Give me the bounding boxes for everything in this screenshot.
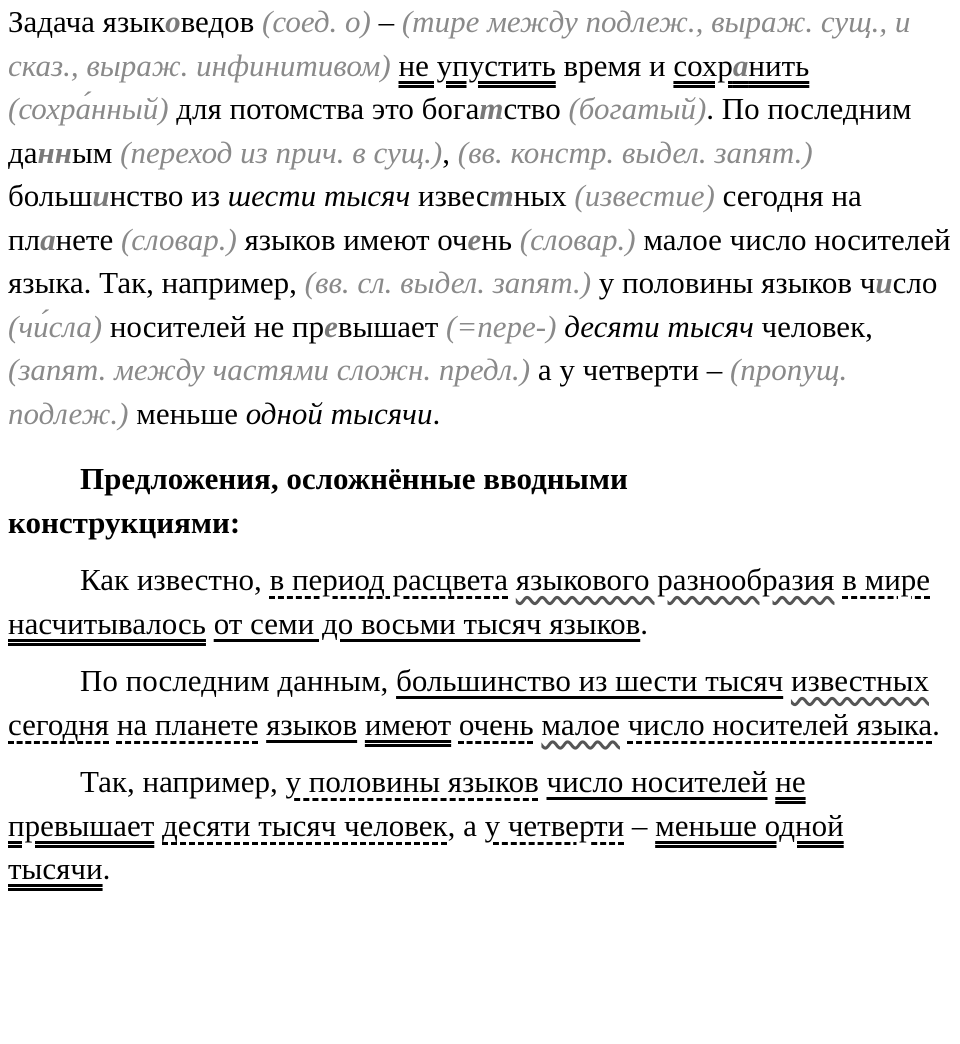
highlighted-letter: а xyxy=(40,221,56,257)
period: . xyxy=(432,395,441,431)
italic-phrase: десяти тысяч xyxy=(564,308,754,344)
predicate-phrase: меньше одной тысячи xyxy=(8,807,844,886)
introductory-phrase: Так, например, xyxy=(80,764,278,799)
period: . xyxy=(102,851,111,886)
note: (запят. между частями сложн. предл.) xyxy=(8,352,531,387)
note: (пропущ. подлеж.) xyxy=(8,352,848,431)
note: (вв. сл. выдел. запят.) xyxy=(304,265,592,300)
highlighted-letter: и xyxy=(92,178,110,213)
attribute-word: малое xyxy=(541,706,620,742)
period: . xyxy=(640,605,648,641)
word-part: нь xyxy=(481,221,513,257)
note: (известие) xyxy=(574,178,715,213)
adverbial-word: сегодня xyxy=(8,706,110,742)
text: , а xyxy=(447,807,477,843)
word-part: нете xyxy=(55,221,114,257)
text: сегодня на пл xyxy=(8,178,862,257)
note: (словар.) xyxy=(120,221,237,257)
adverbial-phrase: в мире xyxy=(842,562,931,597)
note: (соед. о) xyxy=(262,4,371,39)
subject-word: языков xyxy=(266,706,358,742)
example-paragraph-1 xyxy=(8,558,952,645)
subject-phrase: число носителей xyxy=(546,764,768,799)
italic-phrase: одной тысячи xyxy=(245,395,433,431)
note: (чи́сла) xyxy=(8,308,103,344)
subject-phrase: от семи до восьми тысяч языков xyxy=(213,605,641,641)
note: (переход из прич. в сущ.) xyxy=(120,134,443,170)
highlighted-letter: о xyxy=(165,4,181,39)
text: у половины языков ч xyxy=(598,265,876,300)
predicate-word: насчитывалось xyxy=(8,605,206,641)
text: языков имеют оч xyxy=(244,221,468,257)
period: . xyxy=(932,706,940,742)
introductory-phrase: По последним данным, xyxy=(80,663,389,698)
predicate-phrase: не превышает xyxy=(8,764,806,843)
word-part: больш xyxy=(8,178,93,213)
predicate-word: имеют xyxy=(364,706,452,742)
object-phrase: у половины языков xyxy=(285,764,539,799)
text: а у четверти – xyxy=(537,352,723,387)
highlighted-letter: т xyxy=(489,178,514,213)
attribute-phrase: языкового разнообразия xyxy=(515,562,835,597)
note: (сохра́нный) xyxy=(8,91,169,126)
note: (=пере-) xyxy=(446,308,557,344)
attribute-word: известных xyxy=(790,663,929,698)
heading-line: конструкциями: xyxy=(8,504,241,540)
example-paragraph-3 xyxy=(8,760,952,891)
word-part: нить xyxy=(748,47,810,83)
object-phrase: десяти тысяч человек xyxy=(162,807,448,843)
text: ведов xyxy=(180,4,255,39)
text: носителей не пр xyxy=(109,308,325,344)
adverbial-phrase: в период расцвета xyxy=(269,562,509,597)
heading-line: Предложения, осложнённые вводными xyxy=(80,461,628,496)
word-part: бога xyxy=(421,91,480,126)
word-part: ство xyxy=(503,91,561,126)
analysis-paragraph xyxy=(8,0,952,435)
example-paragraph-2 xyxy=(8,659,952,746)
word-part: извес xyxy=(418,178,490,213)
dash: – xyxy=(370,4,402,39)
highlighted-letter: е xyxy=(324,308,338,344)
text: . По последним да xyxy=(8,91,912,170)
text: человек, xyxy=(761,308,873,344)
note: (богатый) xyxy=(568,91,707,126)
text: время и xyxy=(563,47,666,83)
word-part: ым xyxy=(71,134,113,170)
introductory-phrase: Как известно, xyxy=(80,562,262,597)
section-heading xyxy=(8,457,952,501)
text: Задача язык xyxy=(8,4,166,39)
text: для потомства это xyxy=(176,91,414,126)
text: меньше xyxy=(136,395,238,431)
section-heading-cont xyxy=(8,501,952,545)
highlighted-letter: а xyxy=(732,47,749,83)
highlighted-letter: нн xyxy=(37,134,72,170)
object-phrase: число носителей языка xyxy=(627,706,933,742)
note: (тире между подлеж., выраж. сущ., и сказ., выраж. инфинитивом) xyxy=(8,4,911,83)
note: (словар.) xyxy=(519,221,636,257)
word-part: сло xyxy=(892,265,938,300)
italic-phrase: шести тысяч xyxy=(227,178,411,213)
note: (вв. констр. выдел. запят.) xyxy=(457,134,813,170)
predicate-word: не упустить xyxy=(398,47,556,83)
comma: , xyxy=(442,134,458,170)
dash: – xyxy=(624,807,656,843)
word-part: ных xyxy=(513,178,567,213)
subject-phrase: большинство из шести тысяч xyxy=(396,663,784,698)
word-part: нство из xyxy=(109,178,221,213)
object-phrase: у четверти xyxy=(484,807,625,843)
predicate-word xyxy=(673,48,809,83)
adverbial-word: очень xyxy=(458,706,534,742)
text: малое число носителей языка. Так, например, xyxy=(8,221,951,300)
adverbial-phrase: на планете xyxy=(116,706,259,742)
highlighted-letter: е xyxy=(467,221,482,257)
word-part: вышает xyxy=(337,308,439,344)
word-part: сохр xyxy=(673,47,733,83)
highlighted-letter: и xyxy=(875,265,893,300)
highlighted-letter: т xyxy=(479,91,504,126)
